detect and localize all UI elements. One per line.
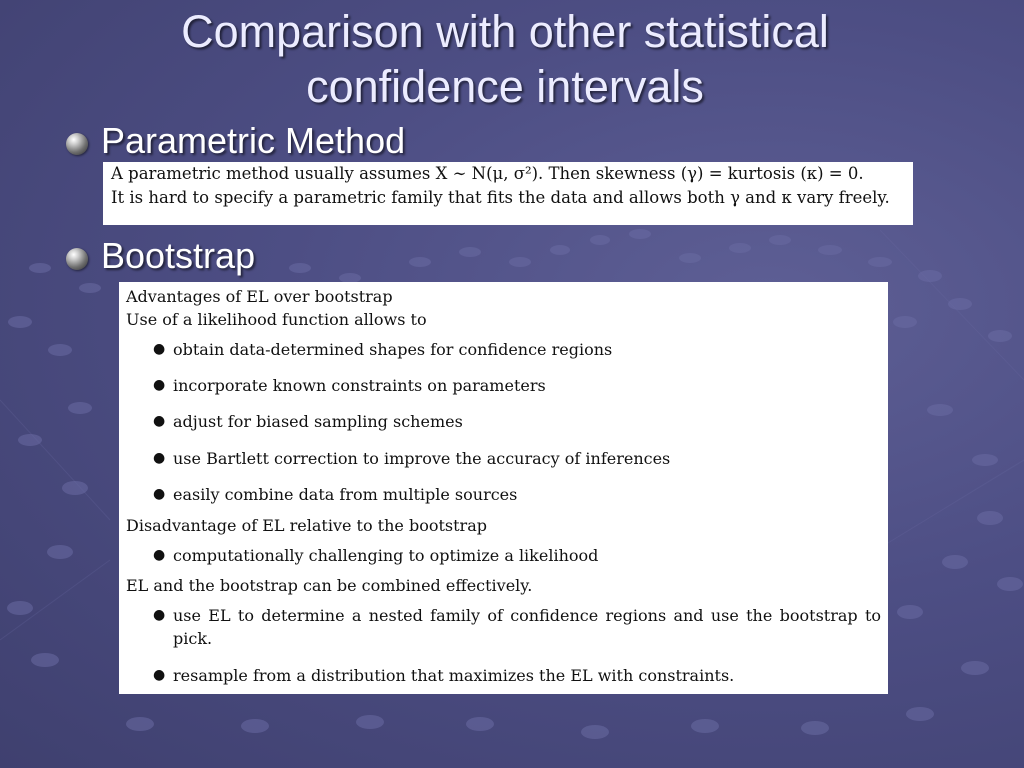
advantages-intro: Use of a likelihood function allows to bbox=[126, 310, 427, 329]
bullet-bootstrap: Bootstrap bbox=[101, 235, 256, 276]
bullet-dot-icon: ● bbox=[153, 667, 166, 683]
disadvantage-heading: Disadvantage of EL relative to the bootstrap bbox=[126, 516, 487, 535]
list-item: resample from a distribution that maximizes the EL with constraints. bbox=[173, 666, 735, 685]
slide-title-line1: Comparison with other statistical bbox=[181, 6, 829, 57]
list-item: use Bartlett correction to improve the accuracy of inferences bbox=[173, 449, 671, 468]
bullet-dot-icon: ● bbox=[153, 377, 166, 393]
bullet-dot-icon: ● bbox=[153, 450, 166, 466]
list-item: incorporate known constraints on parameters bbox=[173, 376, 546, 395]
slide-title bbox=[0, 4, 1010, 114]
combine-heading: EL and the bootstrap can be combined effectively. bbox=[126, 576, 533, 595]
parametric-line-1: A parametric method usually assumes X ∼ N(μ, σ²). Then skewness (γ) = kurtosis (κ) = 0. bbox=[111, 164, 864, 183]
bullet-dot-icon: ● bbox=[153, 547, 166, 563]
bullet-dot-icon: ● bbox=[153, 607, 166, 623]
bullet-dot-icon: ● bbox=[153, 486, 166, 502]
bullet-ball-icon bbox=[66, 248, 88, 270]
parametric-method-box bbox=[103, 162, 913, 225]
parametric-line-2: It is hard to specify a parametric family that fits the data and allows both γ and κ vary freely. bbox=[111, 188, 890, 207]
advantages-heading: Advantages of EL over bootstrap bbox=[126, 287, 393, 306]
bullet-ball-icon bbox=[66, 133, 88, 155]
bullet-dot-icon: ● bbox=[153, 413, 166, 429]
list-item: use EL to determine a nested family of confidence regions and use the bootstrap to pick. bbox=[173, 606, 881, 648]
list-item: obtain data-determined shapes for confidence regions bbox=[173, 340, 613, 359]
bullet-parametric-method: Parametric Method bbox=[101, 120, 406, 161]
list-item: computationally challenging to optimize a likelihood bbox=[173, 546, 599, 565]
list-item: easily combine data from multiple sources bbox=[173, 485, 518, 504]
bootstrap-comparison-box bbox=[119, 282, 888, 694]
list-item: adjust for biased sampling schemes bbox=[173, 412, 463, 431]
bullet-dot-icon: ● bbox=[153, 341, 166, 357]
slide-title-line2: confidence intervals bbox=[306, 61, 704, 112]
